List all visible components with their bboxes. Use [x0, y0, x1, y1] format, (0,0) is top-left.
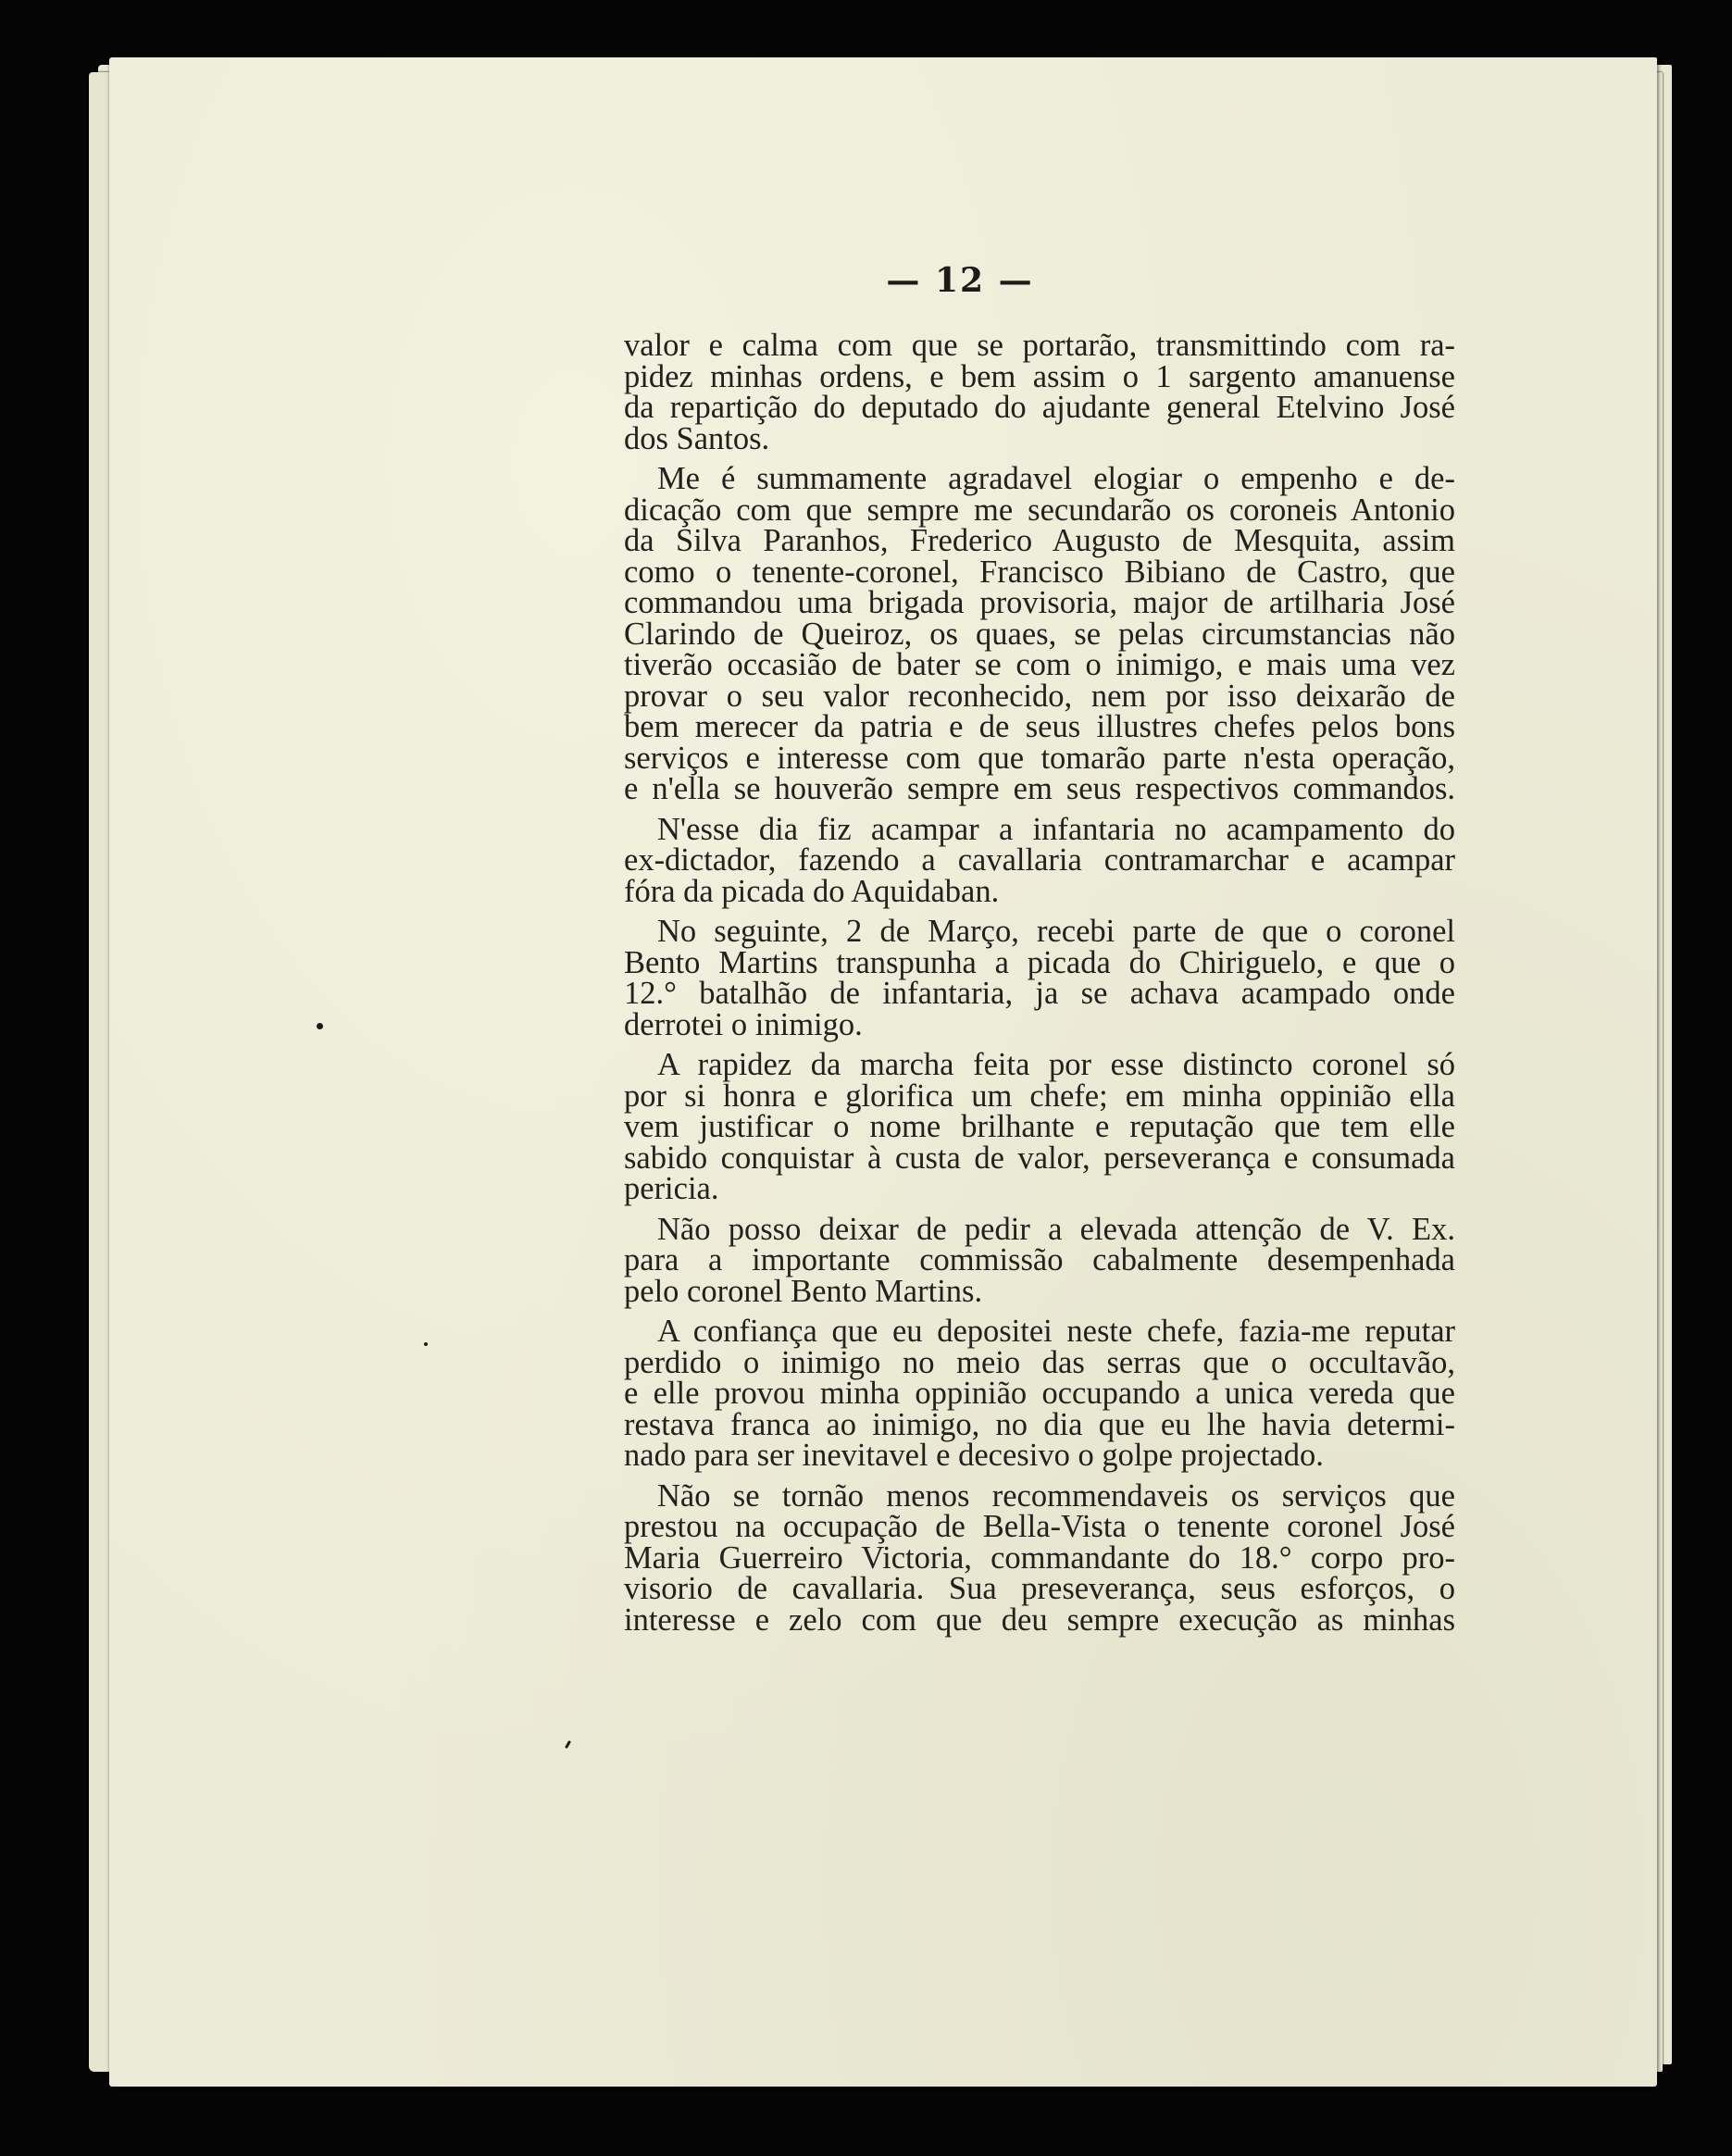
text-line: dos Santos. [624, 420, 770, 456]
text-line: Não posso deixar de pedir a elevada attenção de V. Ex. [657, 1211, 1455, 1247]
text-line: pelo coronel Bento Martins. [624, 1273, 983, 1309]
paragraph [624, 1047, 1455, 1206]
text-line: A rapidez da marcha feita por esse distincto coronel só [657, 1047, 1455, 1082]
paragraph [624, 811, 1455, 909]
paragraph [624, 1211, 1455, 1309]
text-line: provar o seu valor reconhecido, nem por isso deixarão de [624, 678, 1455, 714]
text-line: para a importante commissão cabalmente desempenhada [624, 1242, 1455, 1277]
text-line: No seguinte, 2 de Março, recebi parte de que o coronel [657, 914, 1455, 949]
text-line: serviços e interesse com que tomarão parte n'esta operação, [624, 740, 1455, 776]
text-line: perdido o inimigo no meio das serras que o occultavão, [624, 1344, 1455, 1380]
text-line: Bento Martins transpunha a picada do Chiriguelo, e que o [624, 944, 1455, 980]
text-line: e elle provou minha oppinião occupando a unica vereda que [624, 1376, 1455, 1411]
paragraph [624, 1477, 1455, 1638]
text-line: commandou uma brigada provisoria, major de artilharia José [624, 585, 1455, 620]
paragraph [624, 916, 1455, 1041]
text-line: vem justificar o nome brilhante e reputação que tem elle [624, 1109, 1455, 1144]
text-line: da repartição do deputado do ajudante general Etelvino José [624, 390, 1455, 425]
text-line: bem merecer da patria e de seus illustres chefes pelos bons [624, 709, 1455, 744]
page-number: — 12 — [886, 261, 1034, 300]
text-line: interesse e zelo com que deu sempre execução as minhas [624, 1601, 1455, 1638]
text-line: como o tenente-coronel, Francisco Bibiano de Castro, que [624, 554, 1455, 590]
document-page [109, 57, 1657, 2087]
text-line: dicação com que sempre me secundarão os coroneis Antonio [624, 492, 1455, 528]
paragraph [624, 330, 1455, 455]
text-line: Clarindo de Queiroz, os quaes, se pelas circumstancias não [624, 616, 1455, 652]
text-line: visorio de cavallaria. Sua preseverança, seus esforços, o [624, 1571, 1455, 1606]
text-line: valor e calma com que se portarão, transmittindo com ra- [624, 328, 1455, 363]
text-line: fóra da picada do Aquidaban. [624, 873, 1000, 909]
text-line: Não se tornão menos recommendaveis os serviços que [657, 1477, 1455, 1514]
text-line: da Silva Paranhos, Frederico Augusto de Mesquita, assim [624, 523, 1455, 558]
ink-speck [317, 1023, 323, 1029]
ink-speck [565, 1740, 571, 1749]
text-line: A confiança que eu depositei neste chefe, fazia-me reputar [657, 1314, 1455, 1349]
text-line: sabido conquistar à custa de valor, perseverança e consumada [624, 1140, 1455, 1176]
ink-speck [424, 1342, 428, 1346]
text-line: derrotei o inimigo. [624, 1006, 863, 1042]
paragraph [624, 1316, 1455, 1472]
text-line: N'esse dia fiz acampar a infantaria no acampamento do [657, 811, 1455, 847]
body-text [624, 330, 1455, 1636]
text-line: por si honra e glorifica um chefe; em minha oppinião ella [624, 1078, 1455, 1114]
paragraph [624, 461, 1455, 806]
text-line: pericia. [624, 1171, 719, 1206]
text-line: tiverão occasião de bater se com o inimigo, e mais uma vez [624, 647, 1455, 682]
text-line: pidez minhas ordens, e bem assim o 1 sargento amanuense [624, 358, 1455, 394]
text-line: ex-dictador, fazendo a cavallaria contramarchar e acampar [624, 842, 1455, 878]
text-line: e n'ella se houverão sempre em seus respectivos commandos. [624, 771, 1455, 806]
text-line: nado para ser inevitavel e decesivo o golpe projectado. [624, 1438, 1324, 1473]
text-line: Maria Guerreiro Victoria, commandante do 18.° corpo pro- [624, 1539, 1455, 1576]
text-line: prestou na occupação de Bella-Vista o tenente coronel José [624, 1509, 1455, 1544]
text-line: 12.° batalhão de infantaria, ja se achava acampado onde [624, 976, 1455, 1011]
text-line: restava franca ao inimigo, no dia que eu lhe havia determi- [624, 1406, 1455, 1442]
text-line: Me é summamente agradavel elogiar o empenho e de- [657, 461, 1455, 496]
